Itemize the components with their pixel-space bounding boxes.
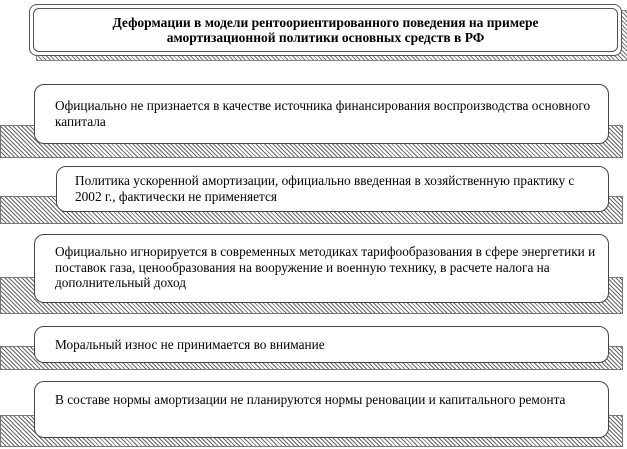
item-1-text: Официально не признается в качестве источника финансирования воспроизводства основного капитала	[55, 98, 591, 129]
title-box	[29, 4, 622, 56]
item-3-box	[34, 234, 609, 303]
item-5-text: В составе нормы амортизации не планируются нормы реновации и капитального ремонта	[55, 392, 566, 407]
item-2-text: Политика ускоренной амортизации, официально введенная в хозяйственную практику с 2002 г., фактически не применяется	[75, 173, 575, 204]
item-2-box	[56, 166, 609, 212]
item-1-box	[34, 84, 609, 144]
item-5-box	[34, 381, 609, 438]
diagram-title: Деформации в модели рентоориентированного поведения на примере амортизационной политики основных средств в РФ	[112, 15, 539, 45]
item-4-box	[34, 326, 609, 363]
item-4-text: Моральный износ не принимается во внимание	[55, 336, 325, 352]
item-3-text: Официально игнорируется в современных методиках тарифообразования в сфере энергетики и поставок газа, ценообразования на вооружение и военную технику, в расчете налога на дополнительный доход	[55, 244, 596, 290]
